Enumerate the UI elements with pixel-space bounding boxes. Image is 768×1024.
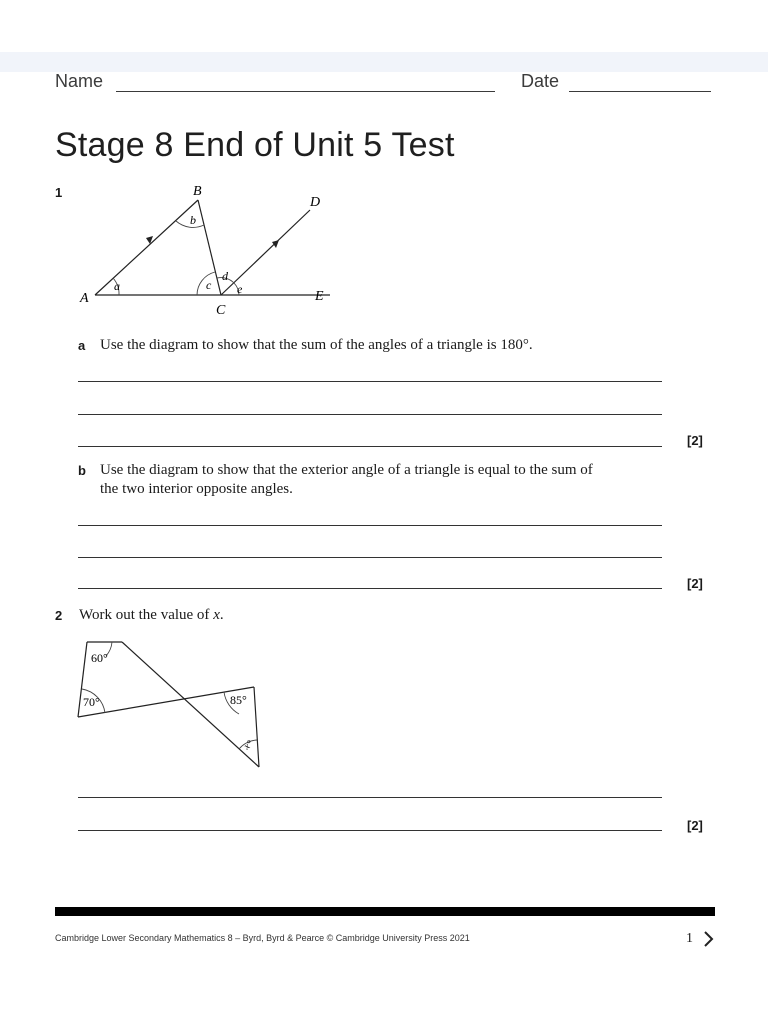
answer-line[interactable] xyxy=(78,525,662,526)
date-field-line[interactable] xyxy=(569,91,711,92)
point-label-a: A xyxy=(80,291,89,306)
question-2-marks: [2] xyxy=(687,818,703,833)
angle-label-a: a xyxy=(114,279,120,293)
top-band xyxy=(0,52,768,72)
point-label-e: E xyxy=(315,289,324,304)
question-2-text xyxy=(79,606,224,624)
point-label-c: C xyxy=(216,303,226,318)
question-2-variable: x xyxy=(213,607,220,623)
part-b-text-line2: the two interior opposite angles. xyxy=(100,481,293,497)
question-1-number: 1 xyxy=(55,185,63,200)
part-a-marks: [2] xyxy=(687,433,703,448)
angle-label-85: 85° xyxy=(230,693,247,707)
point-label-d: D xyxy=(310,195,321,210)
answer-line[interactable] xyxy=(78,797,662,798)
page-number: 1 xyxy=(686,931,693,946)
line-ab xyxy=(95,200,198,295)
part-b-marks: [2] xyxy=(687,576,703,591)
question-2-text-suffix: . xyxy=(219,607,224,623)
angle-label-60: 60° xyxy=(91,651,108,665)
edge xyxy=(254,687,259,767)
answer-line[interactable] xyxy=(78,381,662,382)
answer-line[interactable] xyxy=(78,446,662,447)
parallel-arrow-icon xyxy=(272,240,279,248)
date-label: Date xyxy=(521,71,560,91)
question-2-diagram xyxy=(72,637,272,772)
part-a-letter: a xyxy=(78,338,86,353)
question-2-number: 2 xyxy=(55,608,63,623)
answer-line[interactable] xyxy=(78,588,662,589)
page-title: Stage 8 End of Unit 5 Test xyxy=(55,126,455,164)
angle-label-c: c xyxy=(206,278,212,292)
name-label: Name xyxy=(55,71,104,91)
chevron-right-icon[interactable] xyxy=(702,929,716,949)
answer-line[interactable] xyxy=(78,557,662,558)
point-label-b: B xyxy=(193,184,202,199)
angle-label-e: e xyxy=(237,282,243,296)
answer-line[interactable] xyxy=(78,414,662,415)
footer-credit: Cambridge Lower Secondary Mathematics 8 – Byrd, Byrd & Pearce © Cambridge University Press 2021 xyxy=(55,933,470,943)
answer-line[interactable] xyxy=(78,830,662,831)
question-2-text-prefix: Work out the value of xyxy=(79,607,214,623)
part-b-text-line1: Use the diagram to show that the exterior angle of a triangle is equal to the sum of xyxy=(100,462,593,478)
part-b-letter: b xyxy=(78,463,86,478)
angle-label-b: b xyxy=(190,213,196,227)
name-field-line[interactable] xyxy=(116,91,495,92)
transversal-2 xyxy=(78,687,254,717)
question-1-diagram xyxy=(70,180,350,320)
footer-bar xyxy=(55,907,715,916)
line-cd xyxy=(221,210,310,295)
angle-label-70: 70° xyxy=(83,695,100,709)
angle-label-d: d xyxy=(222,269,228,283)
part-a-text: Use the diagram to show that the sum of the angles of a triangle is 180°. xyxy=(100,337,533,353)
angle-label-x: x° xyxy=(241,738,256,753)
